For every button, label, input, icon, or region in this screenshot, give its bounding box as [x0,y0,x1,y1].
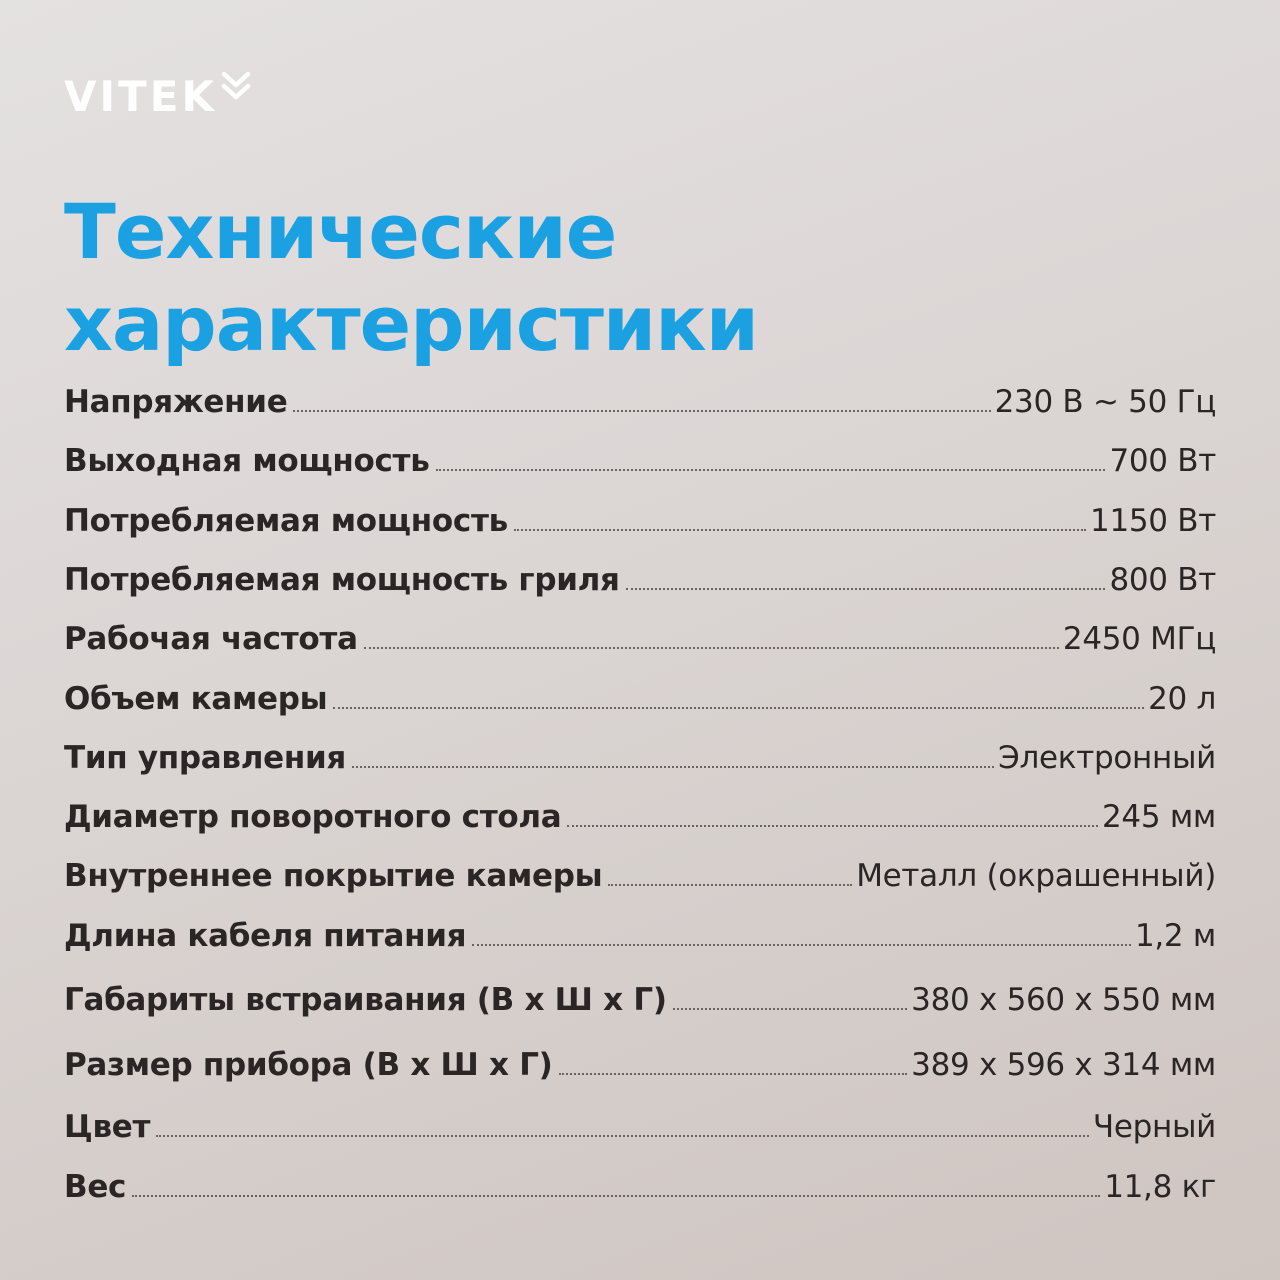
spec-value: 2450 МГц [1062,621,1216,657]
spec-label: Вес [64,1169,127,1205]
page-title-line-2: характеристики [64,279,759,368]
spec-label: Цвет [64,1109,151,1145]
spec-value: 800 Вт [1109,562,1216,598]
brand-logo-text: VITEK [64,72,218,121]
spec-value: 380 x 560 x 550 мм [911,982,1216,1018]
spec-label: Размер прибора (В x Ш x Г) [64,1047,553,1083]
spec-label: Рабочая частота [64,621,358,657]
spec-row-color [64,1109,1216,1169]
spec-row-output-power [64,443,1216,503]
spec-value: 245 мм [1102,799,1216,835]
dotted-leader [293,410,990,412]
page-title-line-1: Технические [64,187,617,276]
spec-row-volume [64,681,1216,741]
spec-label: Потребляемая мощность [64,503,508,539]
dotted-leader [559,1073,908,1075]
spec-label: Объем камеры [64,681,328,717]
spec-label: Тип управления [64,740,347,776]
dotted-leader [567,825,1098,827]
spec-value: 700 Вт [1109,443,1216,479]
page-title [64,186,758,370]
spec-value: Электронный [998,740,1216,776]
spec-row-frequency [64,621,1216,681]
spec-value: Металл (окрашенный) [856,858,1216,894]
spec-row-control-type [64,740,1216,800]
spec-value: 1,2 м [1134,918,1216,954]
spec-row-input-power [64,503,1216,563]
spec-row-turntable-diameter [64,799,1216,859]
spec-row-interior-coating [64,858,1216,918]
spec-label: Внутреннее покрытие камеры [64,858,603,894]
spec-row-built-in-dimensions [64,982,1216,1042]
spec-value: 20 л [1148,681,1216,717]
dotted-leader [333,707,1144,709]
spec-row-weight [64,1169,1216,1229]
spec-row-cable-length [64,918,1216,978]
dotted-leader [352,766,994,768]
dotted-leader [514,529,1086,531]
spec-value: Черный [1092,1109,1216,1145]
double-chevron-icon [219,68,253,104]
spec-value: 1150 Вт [1090,503,1216,539]
spec-label: Габариты встраивания (В x Ш x Г) [64,982,667,1018]
spec-value: 230 В ~ 50 Гц [994,384,1216,420]
dotted-leader [132,1195,1100,1197]
spec-value: 11,8 кг [1104,1169,1216,1205]
spec-label: Диаметр поворотного стола [64,799,562,835]
dotted-leader [364,647,1059,649]
spec-label: Потребляемая мощность гриля [64,562,620,598]
spec-label: Напряжение [64,384,288,420]
spec-row-voltage [64,384,1216,444]
dotted-leader [472,944,1131,946]
spec-value: 389 x 596 x 314 мм [911,1047,1216,1083]
spec-label: Выходная мощность [64,443,430,479]
dotted-leader [673,1008,907,1010]
dotted-leader [436,469,1106,471]
spec-label: Длина кабеля питания [64,918,467,954]
dotted-leader [608,884,852,886]
dotted-leader [626,588,1106,590]
spec-row-device-size [64,1047,1216,1107]
dotted-leader [156,1135,1089,1137]
brand-logo [64,74,253,120]
spec-row-grill-power [64,562,1216,622]
